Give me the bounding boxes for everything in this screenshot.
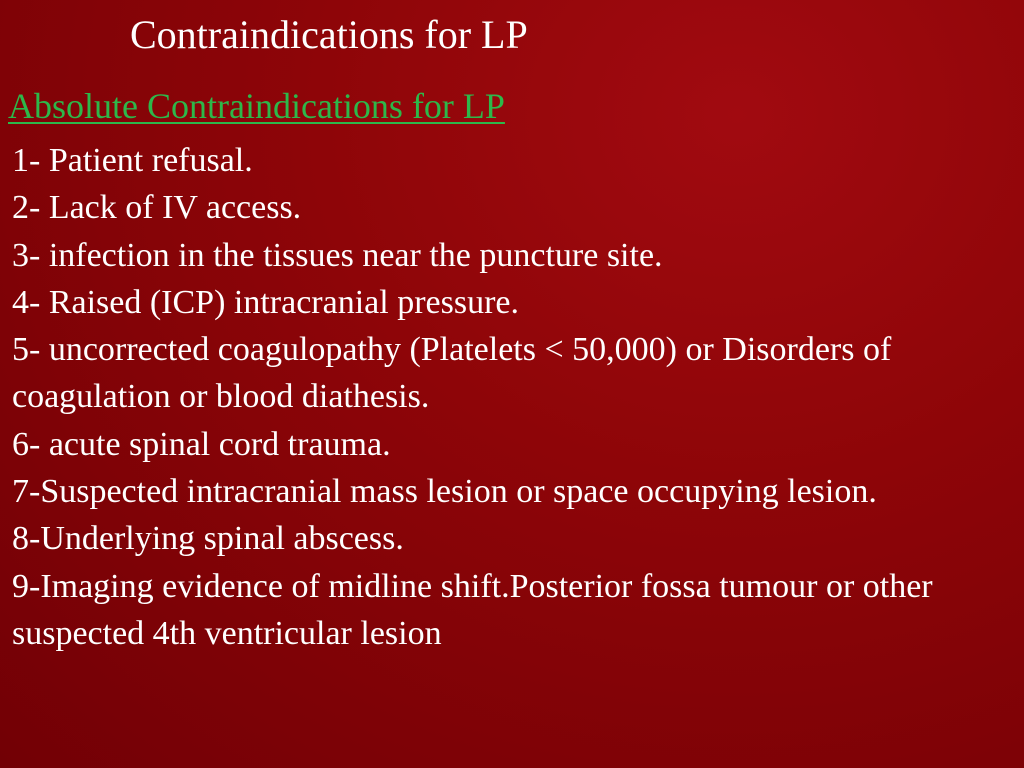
list-item: 9-Imaging evidence of midline shift.Posterior fossa tumour or other suspected 4th ventricular lesion [12,567,933,652]
list-item: 2- Lack of IV access. [12,189,302,227]
contraindications-list [12,137,1016,657]
list-item: 4- Raised (ICP) intracranial pressure. [12,283,519,321]
list-item: 3- infection in the tissues near the puncture site. [12,236,663,274]
list-item: 6- acute spinal cord trauma. [12,425,391,463]
list-item: 1- Patient refusal. [12,142,253,179]
slide-title: Contraindications for LP [130,12,528,57]
list-item: 7-Suspected intracranial mass lesion or space occupying lesion. [12,473,877,511]
list-item: 5- uncorrected coagulopathy (Platelets < 50,000) or Disorders of coagulation or blood diathesis. [12,331,892,416]
section-heading: Absolute Contraindications for LP [8,86,505,126]
list-item: 8-Underlying spinal abscess. [12,520,404,558]
